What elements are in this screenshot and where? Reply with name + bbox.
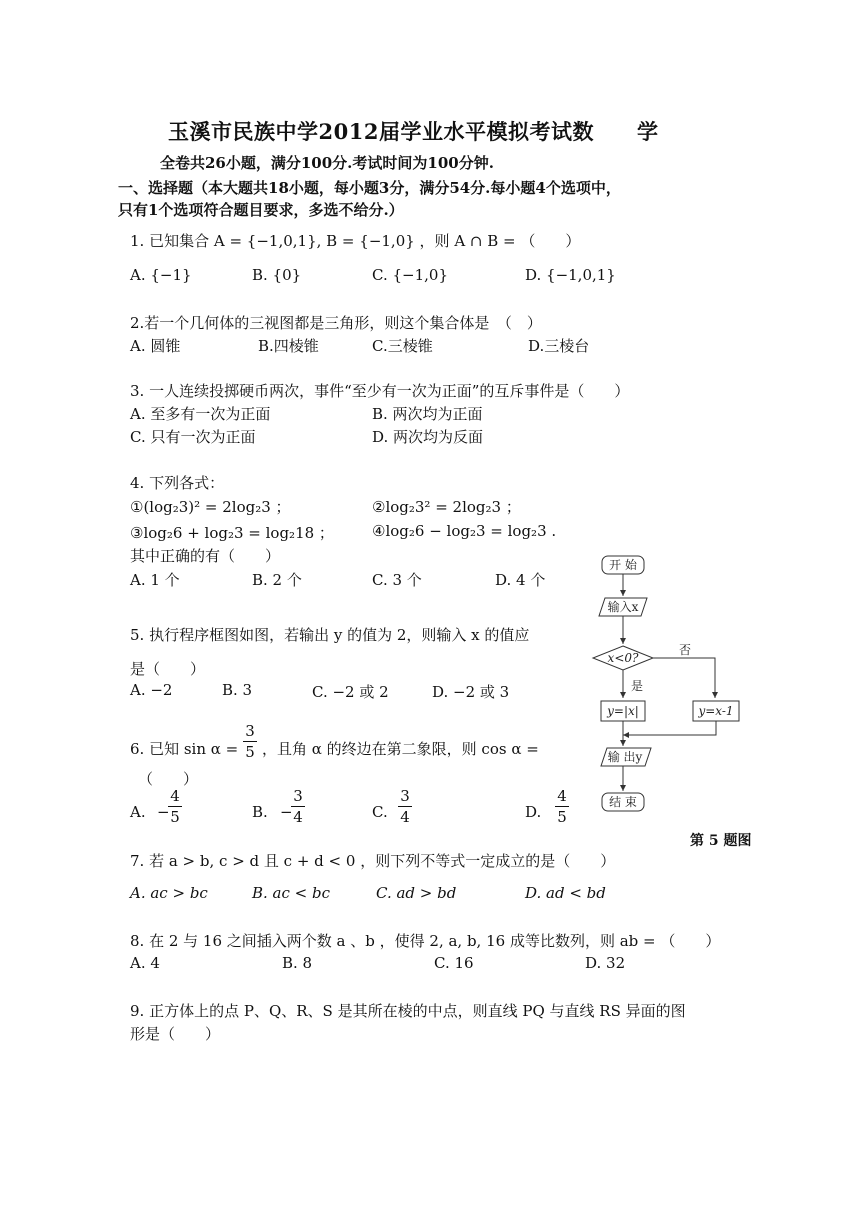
q6-option-a-den: 5 [170,808,180,826]
q6-option-c-den: 4 [400,808,410,826]
q4-option-b: B. 2 个 [252,571,302,589]
q4-item2: ②log₂3² = 2log₂3 ； [372,498,521,516]
flowchart-output-text: 输 出y [607,750,643,764]
flowchart-input-text: 输入x [607,600,639,614]
flowchart-start-text: 开 始 [609,558,637,572]
q3-option-d: D. 两次均为反面 [372,428,484,446]
q1-option-d: D. {−1,0,1} [525,266,616,284]
q6-option-c-fraction [398,787,412,826]
q6-option-a-fraction [168,787,182,826]
q4-item1: ①(log₂3)² = 2log₂3 ； [130,498,291,516]
q8-option-c: C. 16 [434,954,474,972]
exam-intro: 全卷共26小题，满分100分.考试时间为100分钟. [160,154,494,172]
q6-stem-post: ，且角 α 的终边在第二象限，则 cos α = [262,740,539,758]
q2-option-b: B.四棱锥 [258,337,319,355]
flowchart-yes-label: 是 [630,679,644,693]
q1-option-b: B. {0} [252,266,302,284]
flowchart-left-process-text: y=|x| [607,704,639,718]
q3-stem: 3. 一人连续投掷硬币两次，事件“至少有一次为正面”的互斥事件是（ ） [130,382,630,400]
q4-item4: ④log₂6 − log₂3 = log₂3 . [372,522,557,540]
q1-option-c: C. {−1,0} [372,266,448,284]
q6-option-d-label: D. [525,803,542,821]
section-heading-line2: 只有1个选项符合题目要求，多选不给分.） [118,201,404,219]
section-heading-line1: 一、选择题（本大题共18小题，每小题3分，满分54分.每小题4个选项中， [118,179,621,197]
q8-stem: 8. 在 2 与 16 之间插入两个数 a 、b ，使得 2, a, b, 16 成等比数列，则 ab = （ ） [130,932,721,950]
q6-option-c-label: C. [372,803,388,821]
q5-option-d: D. −2 或 3 [432,683,510,701]
flowchart-no-label: 否 [678,643,692,657]
q3-option-b: B. 两次均为正面 [372,405,483,423]
q6-option-b-sign: − [280,803,293,821]
q6-option-b-label: B. [252,803,268,821]
q6-option-a-label: A. [130,803,146,821]
q5-stem-line2: 是（ ） [130,660,206,678]
q6-option-d-fraction [555,787,569,826]
flowchart-decision-text: x<0? [607,651,639,665]
flowchart-end-text: 结 束 [609,795,637,809]
q4-question: 其中正确的有（ ） [130,547,281,565]
q2-option-c: C.三棱锥 [372,337,433,355]
q4-item3: ③log₂6 + log₂3 = log₂18 ； [130,524,334,542]
q3-option-a: A. 至多有一次为正面 [130,405,271,423]
q6-stem-pre: 6. 已知 sin α = [130,740,239,758]
q7-stem: 7. 若 a > b, c > d 且 c + d < 0 ，则下列不等式一定成立的是（ ） [130,852,616,870]
q6-option-a-sign: − [157,803,170,821]
flowchart-caption: 第 5 题图 [690,833,752,849]
q6-frac-den: 5 [245,743,255,761]
q9-line1: 9. 正方体上的点 P、Q、R、S 是其所在棱的中点，则直线 PQ 与直线 RS 异面的图 [130,1002,686,1020]
q9-line2: 形是（ ） [130,1025,221,1043]
page-title: 玉溪市民族中学2012届学业水平模拟考试数 学 [168,119,659,144]
q1-option-a: A. {−1} [130,266,192,284]
q8-option-a: A. 4 [130,954,160,972]
q5-stem-line1: 5. 执行程序框图如图，若输出 y 的值为 2，则输入 x 的值应 [130,626,530,644]
q6-option-d-den: 5 [557,808,567,826]
q4-option-c: C. 3 个 [372,571,422,589]
q2-option-d: D.三棱台 [528,337,590,355]
q8-option-b: B. 8 [282,954,313,972]
q2-option-a: A. 圆锥 [130,337,181,355]
q6-paren: （ ） [138,770,199,788]
q5-option-b: B. 3 [222,681,253,699]
flowchart-figure [585,548,755,823]
q8-option-d: D. 32 [585,954,626,972]
q3-option-c: C. 只有一次为正面 [130,428,256,446]
q6-option-c-num: 3 [400,787,410,805]
q6-option-b-den: 4 [293,808,303,826]
q2-stem: 2.若一个几何体的三视图都是三角形，则这个集合体是 （ ） [130,314,542,332]
q7-option-b: B. ac < bc [252,884,331,902]
q5-option-a: A. −2 [130,681,173,699]
q4-option-a: A. 1 个 [130,571,180,589]
flowchart-right-process-text: y=x-1 [698,704,734,718]
q4-option-d: D. 4 个 [495,571,546,589]
q7-option-a: A. ac > bc [130,884,208,902]
q6-option-a-num: 4 [170,787,180,805]
q6-option-b-fraction [291,787,305,826]
q6-option-d-num: 4 [557,787,567,805]
q5-option-c: C. −2 或 2 [312,683,389,701]
q6-stem-fraction [243,722,257,761]
q7-option-c: C. ad > bd [376,884,457,902]
q7-option-d: D. ad < bd [525,884,606,902]
q6-option-b-num: 3 [293,787,303,805]
q4-stem: 4. 下列各式： [130,474,225,492]
q6-frac-num: 3 [245,722,255,740]
q1-stem: 1. 已知集合 A = {−1,0,1}, B = {−1,0} ，则 A ∩ B = （ ） [130,232,581,250]
